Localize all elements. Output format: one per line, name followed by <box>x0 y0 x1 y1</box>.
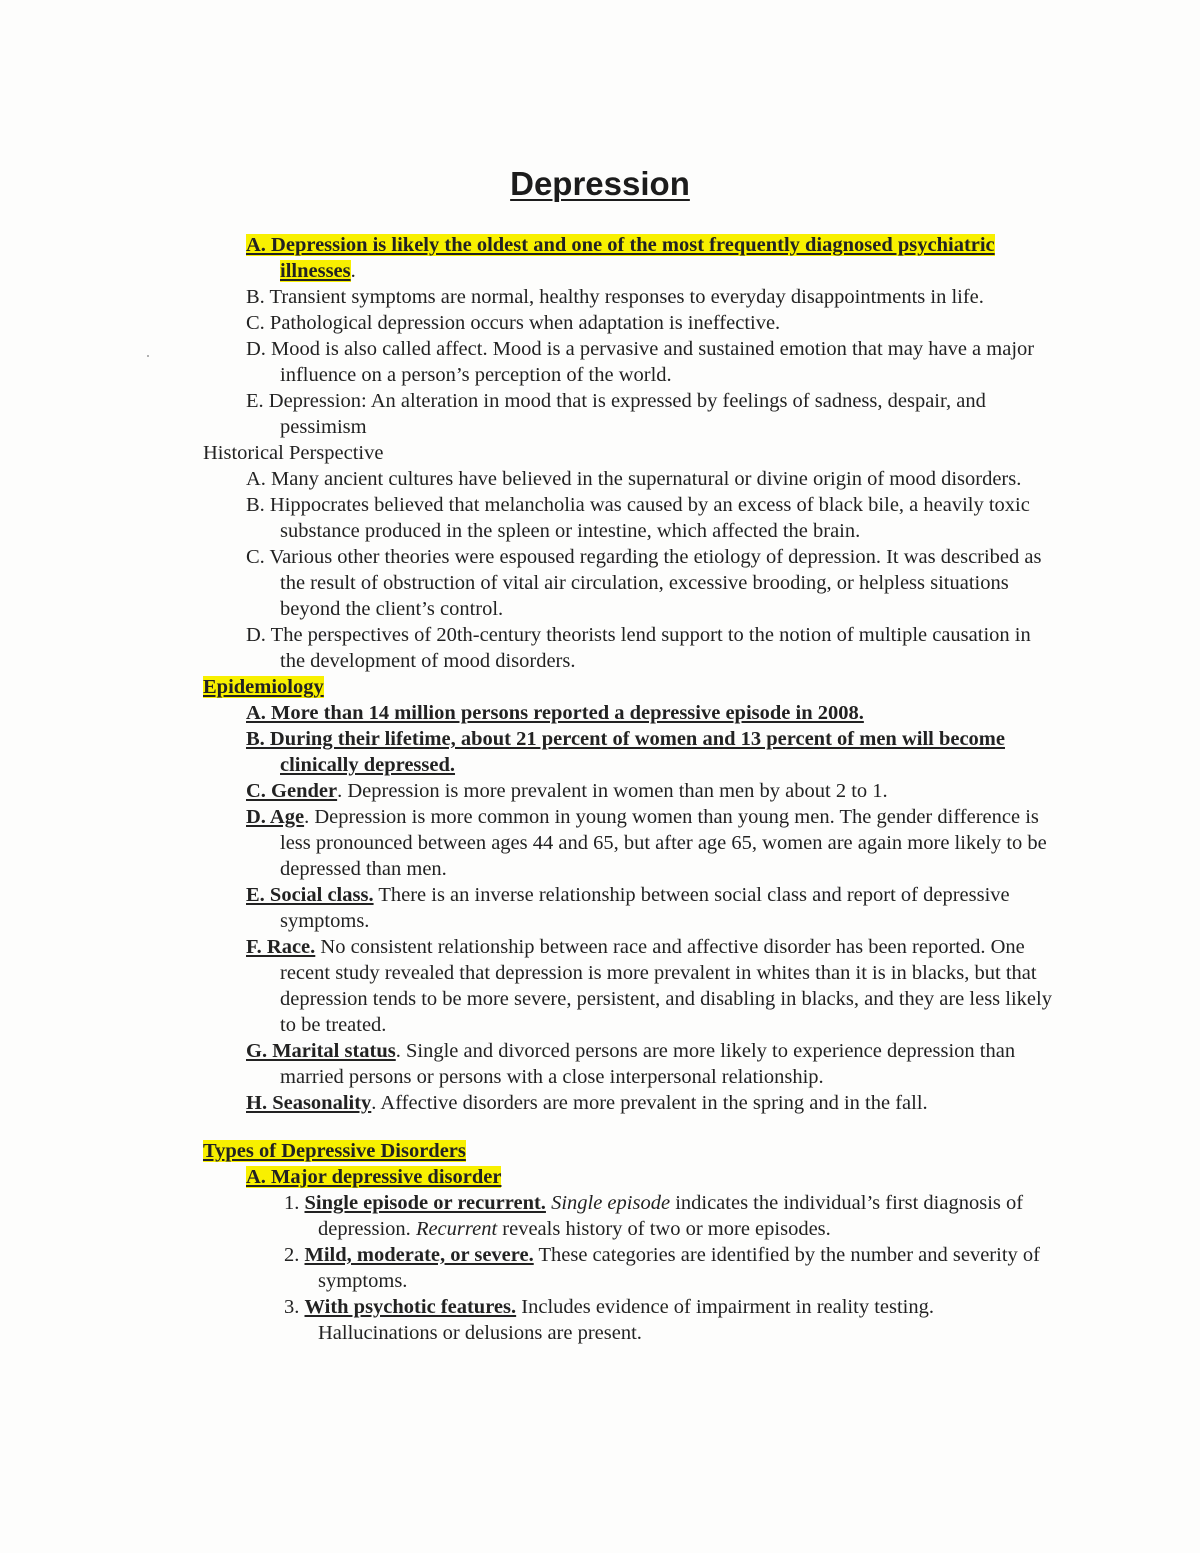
epidemiology-item-d <box>0 804 1055 882</box>
historical-item-d: D. The perspectives of 20th-century theorists lend support to the notion of multiple causation in the development of mood disorders. <box>246 624 1031 672</box>
types-3-number: 3. <box>284 1296 305 1318</box>
epidemiology-item-g <box>0 1038 1055 1090</box>
intro-item-c: C. Pathological depression occurs when adaptation is ineffective. <box>246 312 781 334</box>
epidemiology-item-h <box>0 1090 1055 1116</box>
types-1-text-a: indicates the individual’s first diagnosis of depression. <box>318 1192 1024 1240</box>
epidemiology-f-label: F. Race. <box>246 936 316 958</box>
epidemiology-g-label: G. Marital status <box>246 1040 396 1062</box>
epidemiology-g-text: . Single and divorced persons are more likely to experience depression than married persons or persons with a close interpersonal relationship. <box>280 1040 1016 1088</box>
intro-item-b: B. Transient symptoms are normal, healthy responses to everyday disappointments in life. <box>246 286 984 308</box>
epidemiology-a-text: A. More than 14 million persons reported a depressive episode in 2008. <box>246 702 864 724</box>
historical-item-b: B. Hippocrates believed that melancholia was caused by an excess of black bile, a heavily toxic substance produced in the spleen or intestine, which affected the brain. <box>246 494 1030 542</box>
types-item-1 <box>0 1190 1058 1242</box>
types-2-label: Mild, moderate, or severe. <box>304 1244 534 1266</box>
types-3-text: Includes evidence of impairment in reality testing. Hallucinations or delusions are present. <box>318 1296 934 1344</box>
epidemiology-c-text: . Depression is more prevalent in women than men by about 2 to 1. <box>337 780 888 802</box>
types-item-2 <box>0 1242 1058 1294</box>
epidemiology-item-c <box>0 778 1055 804</box>
epidemiology-c-label: C. Gender <box>246 780 338 802</box>
epidemiology-heading <box>0 674 1200 700</box>
types-1-em-recurrent: Recurrent <box>415 1218 498 1240</box>
intro-a-highlight: A. Depression is likely the oldest and one of the most frequently diagnosed psychiatric illnesses <box>246 234 995 282</box>
types-heading <box>0 1138 1200 1164</box>
historical-item-a: A. Many ancient cultures have believed in the supernatural or divine origin of mood disorders. <box>246 468 1022 490</box>
types-item-3 <box>0 1294 1058 1346</box>
epidemiology-item-b <box>0 726 1055 778</box>
epidemiology-d-label: D. Age <box>246 806 305 828</box>
types-sub-a-text: A. Major depressive disorder <box>246 1166 502 1188</box>
intro-item-d: D. Mood is also called affect. Mood is a pervasive and sustained emotion that may have a major influence on a person’s perception of the world. <box>246 338 1035 386</box>
types-1-em-single: Single episode <box>551 1192 671 1214</box>
types-2-text: These categories are identified by the number and severity of symptoms. <box>318 1244 1040 1292</box>
page-title <box>0 162 1200 206</box>
epidemiology-f-text: No consistent relationship between race and affective disorder has been reported. One recent study revealed that depression is more prevalent in whites than it is in blacks, but that depression tends to be more severe, persistent, and disabling in blacks, and they are less likely to be treated. <box>280 936 1052 1036</box>
types-heading-text: Types of Depressive Disorders <box>203 1140 466 1162</box>
title-text: Depression <box>510 165 690 202</box>
epidemiology-item-f <box>0 934 1055 1038</box>
epidemiology-heading-text: Epidemiology <box>203 676 324 698</box>
intro-a-end: . <box>350 260 356 282</box>
types-3-label: With psychotic features. <box>304 1296 517 1318</box>
types-subheading-a <box>0 1164 1200 1190</box>
intro-item-e: E. Depression: An alteration in mood that is expressed by feelings of sadness, despair, and pessimism <box>246 390 986 438</box>
epidemiology-b-text: B. During their lifetime, about 21 percent of women and 13 percent of men will become clinically depressed. <box>246 728 1005 776</box>
document-body <box>0 232 1200 1346</box>
epidemiology-item-a <box>0 700 1055 726</box>
historical-heading: Historical Perspective <box>203 442 384 464</box>
epidemiology-h-label: H. Seasonality <box>246 1092 372 1114</box>
types-1-text-b: reveals history of two or more episodes. <box>497 1218 831 1240</box>
epidemiology-e-text: There is an inverse relationship between social class and report of depressive symptoms. <box>280 884 1010 932</box>
types-2-number: 2. <box>284 1244 305 1266</box>
section-spacer <box>0 1116 1200 1138</box>
epidemiology-h-text: . Affective disorders are more prevalent in the spring and in the fall. <box>371 1092 928 1114</box>
intro-item-a <box>0 232 1055 284</box>
types-1-label: Single episode or recurrent. <box>304 1192 546 1214</box>
epidemiology-item-e <box>0 882 1055 934</box>
epidemiology-d-text: . Depression is more common in young women than young men. The gender difference is less pronounced between ages 44 and 65, but after age 65, women are again more likely to be depressed than men. <box>280 806 1047 880</box>
types-1-number: 1. <box>284 1192 305 1214</box>
historical-item-c: C. Various other theories were espoused regarding the etiology of depression. It was described as the result of obstruction of vital air circulation, excessive brooding, or helpless situations beyond the client’s control. <box>246 546 1042 620</box>
epidemiology-e-label: E. Social class. <box>246 884 374 906</box>
